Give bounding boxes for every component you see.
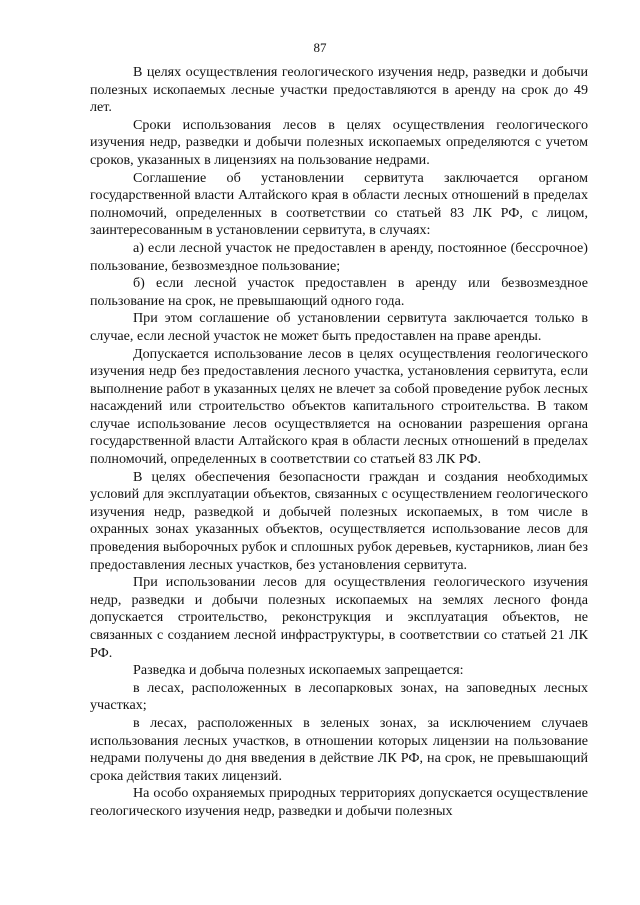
- paragraph: На особо охраняемых природных территориях допускается осуществление геологического изучения недр, разведки и добычи полезных: [90, 785, 588, 819]
- paragraph: Сроки использования лесов в целях осуществления геологического изучения недр, разведки и добычи полезных ископаемых определяются с учетом сроков, указанных в лицензиях на пользование недрами.: [90, 116, 588, 168]
- body-text: [90, 64, 588, 821]
- paragraph: При использовании лесов для осуществления геологического изучения недр, разведки и добычи полезных ископаемых на землях лесного фонда допускается строительство, реконструкция и эксплуатация объектов, не связанных с созданием лесной инфраструктуры, в соответствии со статьей 21 ЛК РФ.: [90, 574, 588, 661]
- paragraph: При этом соглашение об установлении сервитута заключается только в случае, если лесной участок не может быть предоставлен на праве аренды.: [90, 310, 588, 344]
- list-item-b: б) если лесной участок предоставлен в аренду или безвозмездное пользование на срок, не превышающий одного года.: [90, 275, 588, 309]
- paragraph: Соглашение об установлении сервитута заключается органом государственной власти Алтайского края в области лесных отношений в пределах полномочий, определенных в соответствии со статьей 83 ЛК РФ, с лицом, заинтересованным в установлении сервитута, в случаях:: [90, 169, 588, 239]
- list-item: в лесах, расположенных в зеленых зонах, за исключением случаев использования лесных участков, в отношении которых лицензии на пользование недрами получены до дня введения в действие ЛК РФ, на срок, не превышающий срока действия таких лицензий.: [90, 714, 588, 784]
- list-item: в лесах, расположенных в лесопарковых зонах, на заповедных лесных участках;: [90, 679, 588, 714]
- paragraph: Разведка и добыча полезных ископаемых запрещается:: [133, 662, 464, 679]
- page-number: 87: [313, 40, 327, 55]
- paragraph: Допускается использование лесов в целях осуществления геологического изучения недр без предоставления лесного участка, установления сервитута, если выполнение работ в указанных целях не влечет за собой проведение рубок лесных насаждений или строительство объектов капитального строительства. В таком случае использование лесов осуществляется на основании разрешения органа государственной власти Алтайского края в области лесных отношений в пределах полномочий, определенных в соответствии со статьей 83 ЛК РФ.: [90, 345, 588, 468]
- paragraph: В целях осуществления геологического изучения недр, разведки и добычи полезных ископаемых лесные участки предоставляются в аренду на срок до 49 лет.: [90, 64, 588, 116]
- paragraph: В целях обеспечения безопасности граждан и создания необходимых условий для эксплуатации объектов, связанных с осуществлением геологического изучения недр, разведкой и добычей полезных ископаемых, в том числе в охранных зонах указанных объектов, осуществляется использование лесов для проведения выборочных рубок и сплошных рубок деревьев, кустарников, лиан без предоставления лесных участков, без установления сервитута.: [90, 468, 588, 573]
- list-item-a: а) если лесной участок не предоставлен в аренду, постоянное (бессрочное) пользование, безвозмездное пользование;: [90, 239, 588, 274]
